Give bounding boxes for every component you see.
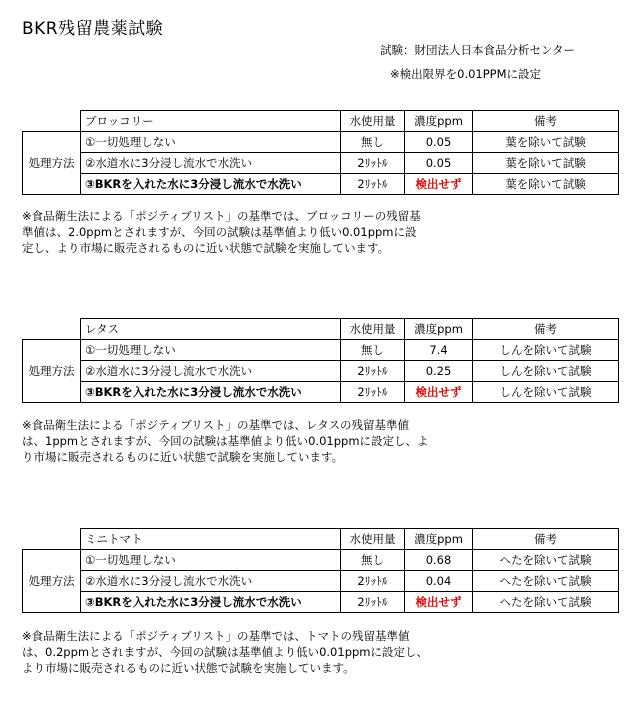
remarks-cell: へたを除いて試験 [473,550,619,571]
table-row [23,132,619,153]
header-remarks: 備考 [473,111,619,132]
method-cell: ③BKRを入れた水に3分浸し流水で水洗い [81,174,341,195]
product-name: ミニトマト [81,529,341,550]
table-row [23,592,619,613]
regulation-note-broccoli [22,208,622,256]
results-table-broccoli [22,110,619,195]
note-line: ※食品衛生法による「ポジティブリスト」の基準では、レタスの残留基準値 [22,418,410,432]
results-table-lettuce [22,318,619,403]
table-header-row [23,319,619,340]
concentration-cell: 検出せず [405,592,473,613]
regulation-note-lettuce [22,417,622,465]
water-cell: 無し [341,340,405,361]
header-remarks: 備考 [473,529,619,550]
concentration-cell: 検出せず [405,174,473,195]
results-table-mini-tomato [22,528,619,613]
method-label: 処理方法 [23,340,81,403]
table-row [23,174,619,195]
method-cell: ①一切処理しない [81,340,341,361]
method-cell: ①一切処理しない [81,550,341,571]
header-water: 水使用量 [341,111,405,132]
method-cell: ②水道水に3分浸し流水で水洗い [81,153,341,174]
water-cell: 2ﾘｯﾄﾙ [341,382,405,403]
concentration-cell: 7.4 [405,340,473,361]
header-concentration: 濃度ppm [405,529,473,550]
water-cell: 2ﾘｯﾄﾙ [341,153,405,174]
page-title: BKR残留農薬試験 [22,19,164,39]
header-concentration: 濃度ppm [405,319,473,340]
note-line: ※食品衛生法による「ポジティブリスト」の基準では、トマトの残留基準値 [22,629,410,643]
detection-limit-note: ※検出限界を0.01PPMに設定 [390,67,542,81]
method-cell: ②水道水に3分浸し流水で水洗い [81,571,341,592]
remarks-cell: 葉を除いて試験 [473,153,619,174]
concentration-cell: 0.05 [405,132,473,153]
method-cell: ①一切処理しない [81,132,341,153]
table-row [23,153,619,174]
water-cell: 2ﾘｯﾄﾙ [341,361,405,382]
concentration-cell: 0.04 [405,571,473,592]
note-line: り市場に販売されるものに近い状態で試験を実施しています。 [22,450,344,464]
note-line: ※食品衛生法による「ポジティブリスト」の基準では、ブロッコリーの残留基 [22,209,421,223]
note-line: より市場に販売されるものに近い状態で試験を実施しています。 [22,661,355,675]
remarks-cell: 葉を除いて試験 [473,132,619,153]
note-line: は、1ppmとされますが、今回の試験は基準値より低い0.01ppmに設定し、よ [22,434,429,448]
concentration-cell: 0.05 [405,153,473,174]
header-water: 水使用量 [341,529,405,550]
concentration-cell: 0.25 [405,361,473,382]
table-row [23,571,619,592]
water-cell: 2ﾘｯﾄﾙ [341,592,405,613]
product-name: レタス [81,319,341,340]
header-water: 水使用量 [341,319,405,340]
table-row [23,382,619,403]
remarks-cell: へたを除いて試験 [473,592,619,613]
test-organization: 試験：財団法人日本食品分析センター [380,43,576,57]
header-concentration: 濃度ppm [405,111,473,132]
regulation-note-mini-tomato [22,628,622,676]
header-remarks: 備考 [473,319,619,340]
method-cell: ②水道水に3分浸し流水で水洗い [81,361,341,382]
remarks-cell: へたを除いて試験 [473,571,619,592]
table-row [23,550,619,571]
table-row [23,361,619,382]
remarks-cell: しんを除いて試験 [473,382,619,403]
table-header-row [23,111,619,132]
water-cell: 2ﾘｯﾄﾙ [341,571,405,592]
method-cell: ③BKRを入れた水に3分浸し流水で水洗い [81,382,341,403]
concentration-cell: 検出せず [405,382,473,403]
note-line: 定し、より市場に販売されるものに近い状態で試験を実施しています。 [22,241,390,255]
water-cell: 無し [341,132,405,153]
method-label: 処理方法 [23,132,81,195]
product-name: ブロッコリー [81,111,341,132]
remarks-cell: 葉を除いて試験 [473,174,619,195]
concentration-cell: 0.68 [405,550,473,571]
table-header-row [23,529,619,550]
method-cell: ③BKRを入れた水に3分浸し流水で水洗い [81,592,341,613]
method-label: 処理方法 [23,550,81,613]
note-line: は、0.2ppmとされますが、今回の試験は基準値より低い0.01ppmに設定し、 [22,645,428,659]
remarks-cell: しんを除いて試験 [473,340,619,361]
water-cell: 無し [341,550,405,571]
note-line: 準値は、2.0ppmとされますが、今回の試験は基準値より低い0.01ppmに設 [22,225,417,239]
water-cell: 2ﾘｯﾄﾙ [341,174,405,195]
table-row [23,340,619,361]
remarks-cell: しんを除いて試験 [473,361,619,382]
